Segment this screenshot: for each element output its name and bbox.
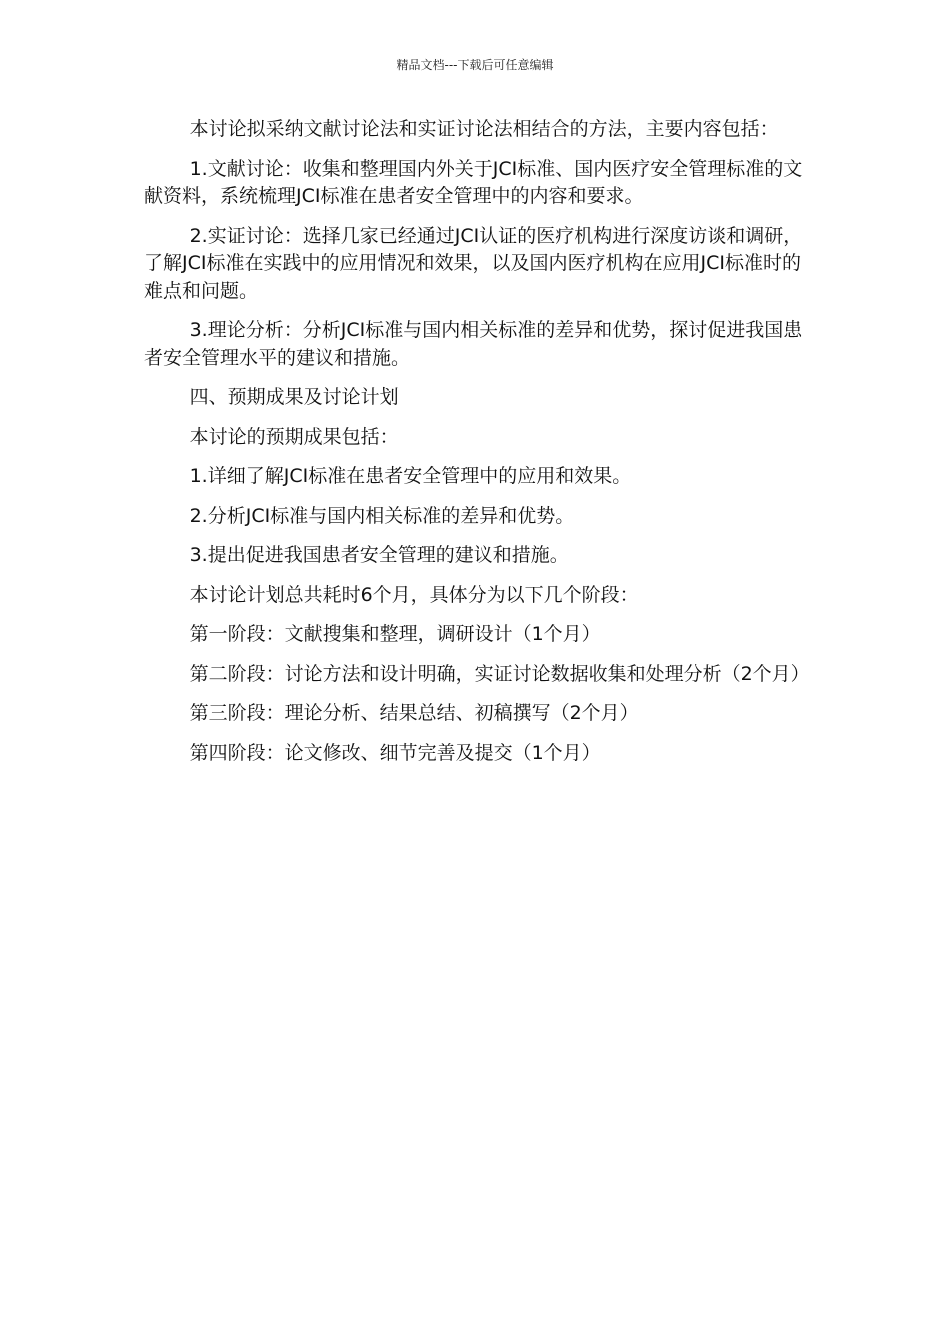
- list-item-result-1: 1.详细了解JCI标准在患者安全管理中的应用和效果。: [189, 465, 632, 487]
- list-item-stage-1: 第一阶段：文献搜集和整理，调研设计（1个月）: [189, 623, 601, 645]
- paragraph-method-intro: 本讨论拟采纳文献讨论法和实证讨论法相结合的方法，主要内容包括：: [189, 118, 779, 140]
- list-item-result-3: 3.提出促进我国患者安全管理的建议和措施。: [189, 544, 569, 566]
- document-body: [144, 116, 808, 779]
- paragraph-theory-analysis: 3.理论分析：分析JCI标准与国内相关标准的差异和优势，探讨促进我国患者安全管理水平的建议和措施。: [144, 319, 803, 369]
- paragraph-plan-intro: 本讨论计划总共耗时6个月，具体分为以下几个阶段：: [189, 583, 639, 606]
- paragraph-empirical-research: 2.实证讨论：选择几家已经通过JCI认证的医疗机构进行深度访谈和调研，了解JCI标准在实践中的应用情况和效果，以及国内医疗机构在应用JCI标准时的难点和问题。: [144, 224, 803, 302]
- paragraph-results-intro: 本讨论的预期成果包括：: [189, 425, 399, 448]
- list-item-stage-3: 第三阶段：理论分析、结果总结、初稿撰写（2个月）: [189, 702, 639, 724]
- paragraph-literature-research: 1.文献讨论：收集和整理国内外关于JCI标准、国内医疗安全管理标准的文献资料，系统梳理JCI标准在患者安全管理中的内容和要求。: [144, 157, 803, 207]
- list-item-stage-4: 第四阶段：论文修改、细节完善及提交（1个月）: [189, 741, 601, 764]
- list-item-stage-2: 第二阶段：讨论方法和设计明确，实证讨论数据收集和处理分析（2个月）: [189, 662, 810, 685]
- page-header: 精品文档---下载后可任意编辑: [396, 58, 554, 72]
- list-item-result-2: 2.分析JCI标准与国内相关标准的差异和优势。: [189, 504, 575, 527]
- section-heading-expected-results: 四、预期成果及讨论计划: [189, 386, 399, 408]
